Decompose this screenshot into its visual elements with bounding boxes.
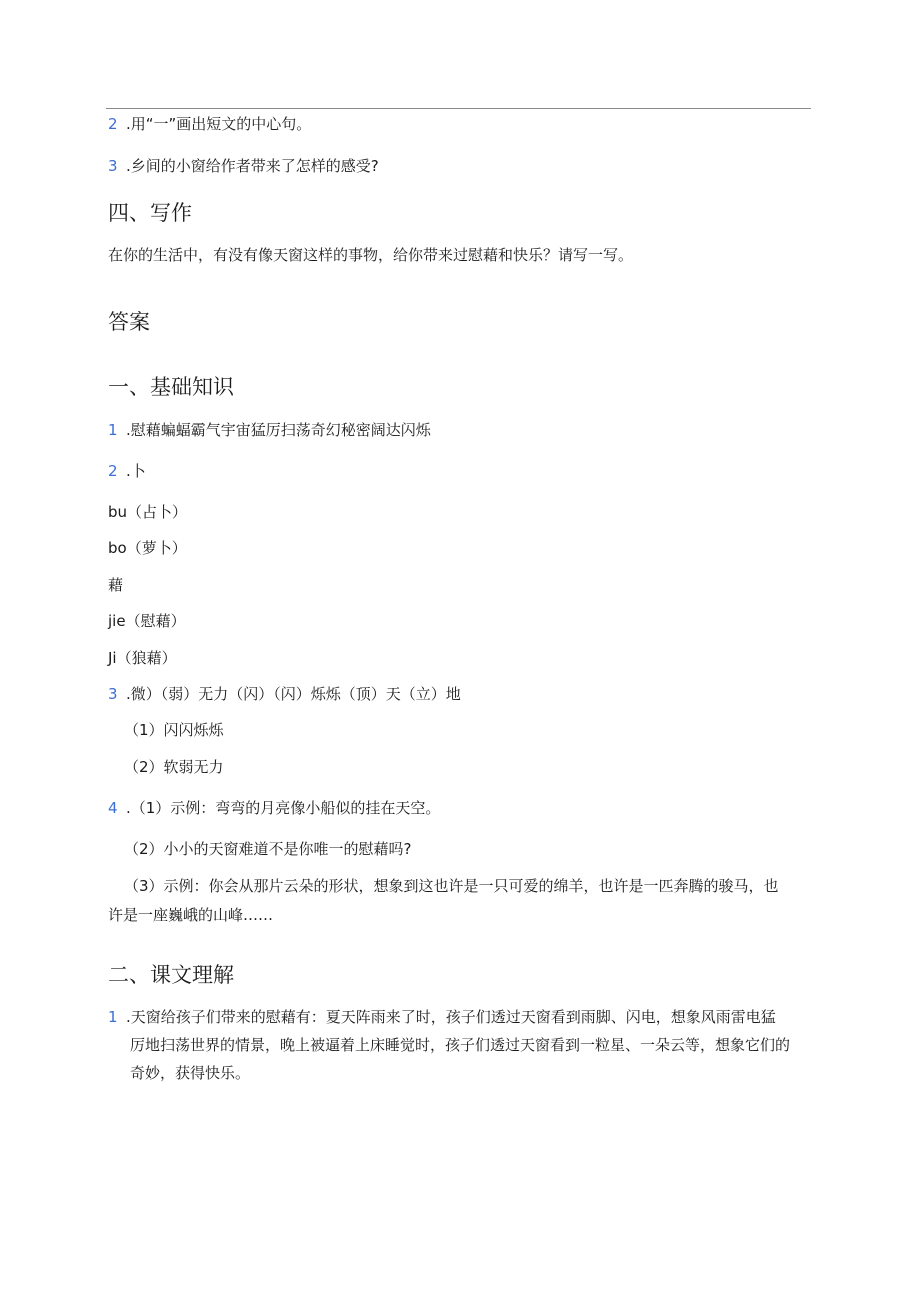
answer-4-sub-continued: 许是一座巍峨的山峰…… — [108, 906, 274, 924]
question-number: 3 — [108, 157, 118, 175]
question-number: 2 — [108, 115, 118, 133]
answer-number: 1 — [108, 1008, 118, 1026]
answer-number: 4 — [108, 799, 118, 817]
comprehension-answer-1 — [108, 1006, 776, 1028]
answer-text: .微）（弱）无力（闪）（闪）烁烁（顶）天（立）地 — [126, 685, 461, 703]
answer-2-line: jie（慰藉） — [108, 612, 186, 630]
answer-number: 3 — [108, 685, 118, 703]
section-heading-writing: 四、写作 — [108, 201, 192, 225]
answer-text: .（1）示例：弯弯的月亮像小船似的挂在天空。 — [126, 799, 441, 817]
answer-3 — [108, 683, 461, 705]
header-rule — [106, 108, 811, 109]
question-text: .用“一”画出短文的中心句。 — [126, 115, 312, 133]
answer-3-sub: （1）闪闪烁烁 — [124, 721, 224, 739]
answer-3-sub: （2）软弱无力 — [124, 758, 224, 776]
answers-heading: 答案 — [108, 310, 150, 334]
question-2 — [108, 113, 311, 135]
section-heading-basics: 一、基础知识 — [108, 375, 234, 399]
answer-number: 2 — [108, 462, 118, 480]
answer-1 — [108, 419, 431, 441]
question-3 — [108, 155, 379, 177]
comprehension-answer-1-line: 奇妙，获得快乐。 — [130, 1064, 251, 1082]
answer-text: .慰藉蝙蝠霸气宇宙猛厉扫荡奇幻秘密阔达闪烁 — [126, 421, 431, 439]
section-heading-comprehension: 二、课文理解 — [108, 963, 234, 987]
answer-2-line: bu（占卜） — [108, 503, 188, 521]
answer-text: .天窗给孩子们带来的慰藉有：夏天阵雨来了时，孩子们透过天窗看到雨脚、闪电，想象风雨雷电猛 — [126, 1008, 776, 1026]
answer-4 — [108, 797, 440, 819]
answer-2 — [108, 460, 146, 482]
answer-4-sub: （3）示例：你会从那片云朵的形状，想象到这也许是一只可爱的绵羊，也许是一匹奔腾的骏马，也 — [124, 877, 779, 895]
answer-2-line: Ji（狼藉） — [108, 649, 177, 667]
comprehension-answer-1-line: 厉地扫荡世界的情景，晚上被逼着上床睡觉时，孩子们透过天窗看到一粒星、一朵云等，想象它们的 — [130, 1036, 791, 1054]
answer-2-line: 藉 — [108, 576, 124, 594]
question-text: .乡间的小窗给作者带来了怎样的感受? — [126, 157, 379, 175]
answer-2-line: bo（萝卜） — [108, 539, 187, 557]
answer-text: .卜 — [126, 462, 146, 480]
answer-4-sub: （2）小小的天窗难道不是你唯一的慰藉吗? — [124, 840, 412, 858]
writing-prompt: 在你的生活中，有没有像天窗这样的事物，给你带来过慰藉和快乐？请写一写。 — [108, 246, 634, 264]
answer-number: 1 — [108, 421, 118, 439]
